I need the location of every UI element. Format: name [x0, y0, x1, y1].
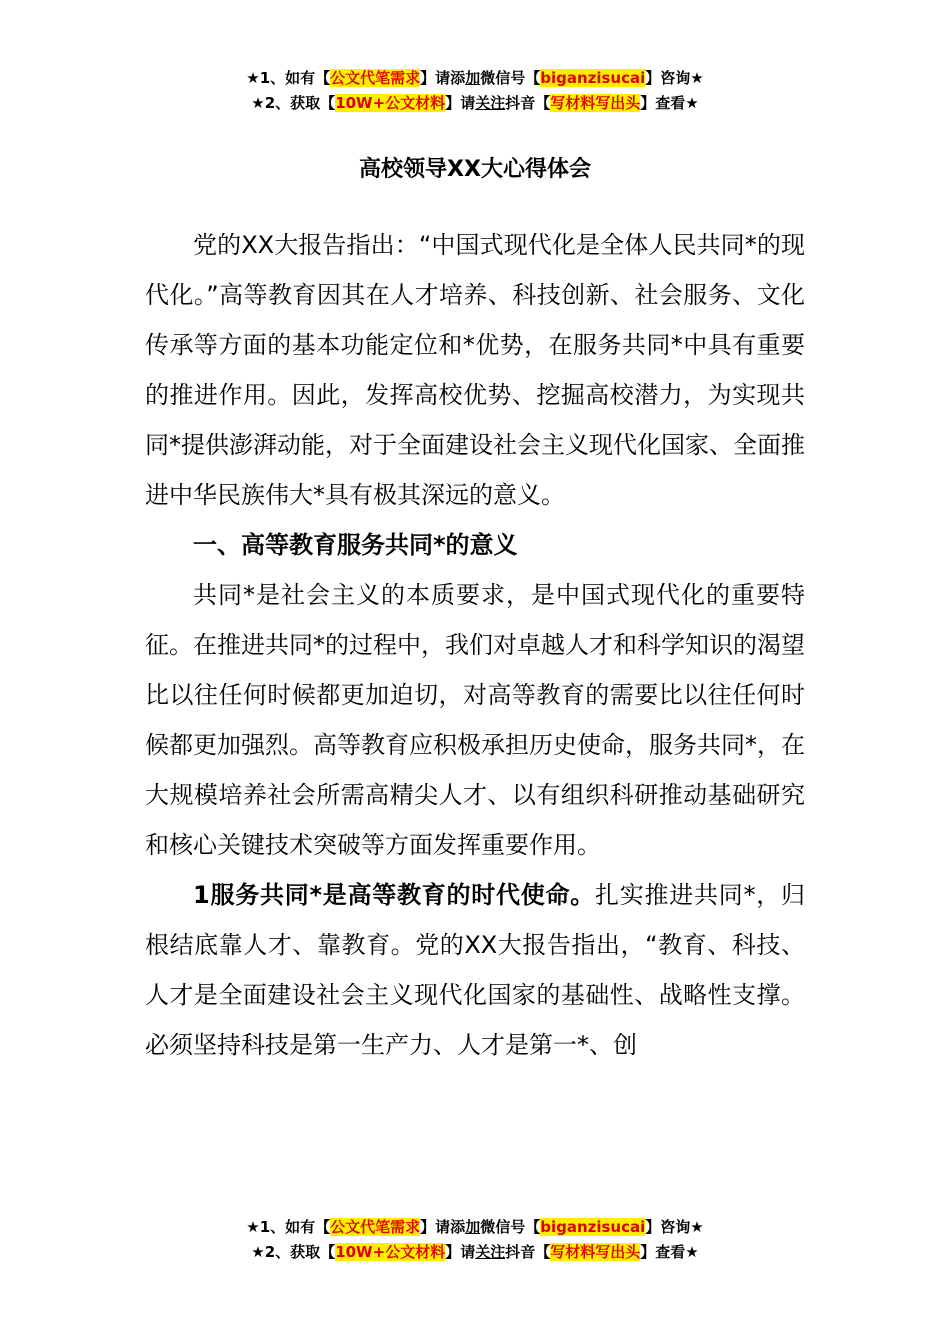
banner-highlight: 10W+公文材料 [335, 1243, 446, 1261]
banner-text: 】咨询★ [645, 1218, 704, 1236]
banner-highlight: 写材料写出头 [550, 94, 641, 112]
banner-text: ★2、获取【 [251, 94, 336, 112]
banner-highlight: 公文代笔需求 [330, 69, 421, 87]
banner-underline: 加 [465, 69, 481, 87]
banner-text: 抖音【 [505, 1243, 551, 1261]
banner-text: 】咨询★ [645, 69, 704, 87]
banner-text: 】请添 [420, 1218, 466, 1236]
banner-underline: 关注 [475, 1243, 506, 1261]
paragraph-intro: 党的XX大报告指出：“中国式现代化是全体人民共同*的现代化。”高等教育因其在人才培养、科技创新、社会服务、文化传承等方面的基本功能定位和*优势，在服务共同*中具有重要的推进作用。因此，发挥高校优势、挖掘高校潜力，为实现共同*提供澎湃动能，对于全面建设社会主义现代化国家、全面推进中华民族伟大*具有极其深远的意义。 [145, 231, 805, 509]
section-heading: 一、高等教育服务共同*的意义 [193, 531, 518, 559]
banner-underline: 关注 [475, 94, 506, 112]
document-title: 高校领导XX大心得体会 [359, 157, 591, 182]
banner-text: 】请添 [420, 69, 466, 87]
banner-text: 】查看★ [640, 1243, 699, 1261]
paragraph-mission [145, 870, 805, 1070]
banner-highlight: biganzisucai [540, 1218, 646, 1236]
header-banner [0, 66, 950, 116]
banner-text: 微信号【 [480, 69, 541, 87]
banner-line-1 [0, 1215, 950, 1240]
banner-text: 】查看★ [640, 94, 699, 112]
banner-underline: 加 [465, 1218, 481, 1236]
banner-highlight: biganzisucai [540, 69, 646, 87]
banner-line-1 [0, 66, 950, 91]
banner-text: 微信号【 [480, 1218, 541, 1236]
banner-highlight: 10W+公文材料 [335, 94, 446, 112]
footer-banner [0, 1215, 950, 1265]
paragraph-text: 扎实推进共同*，归根结底靠人才、靠教育。党的XX大报告指出，“教育、科技、人才是全面建设社会主义现代化国家的基础性、战略性支撑。必须坚持科技是第一生产力、人才是第一*、创 [145, 881, 805, 1059]
banner-text: 抖音【 [505, 94, 551, 112]
banner-highlight: 写材料写出头 [550, 1243, 641, 1261]
document-body [145, 220, 805, 1070]
banner-text: ★2、获取【 [251, 1243, 336, 1261]
banner-text: 】请 [445, 94, 476, 112]
banner-line-2 [0, 91, 950, 116]
banner-highlight: 公文代笔需求 [330, 1218, 421, 1236]
banner-text: ★1、如有【 [246, 1218, 331, 1236]
paragraph-significance: 共同*是社会主义的本质要求，是中国式现代化的重要特征。在推进共同*的过程中，我们对卓越人才和科学知识的渴望比以往任何时候都更加迫切，对高等教育的需要比以往任何时候都更加强烈。高等教育应积极承担历史使命，服务共同*，在大规模培养社会所需高精尖人才、以有组织科研推动基础研究和核心关键技术突破等方面发挥重要作用。 [145, 581, 805, 859]
paragraph-lead: 1服务共同*是高等教育的时代使命。 [193, 881, 595, 909]
banner-text: 】请 [445, 1243, 476, 1261]
banner-line-2 [0, 1240, 950, 1265]
banner-text: ★1、如有【 [246, 69, 331, 87]
